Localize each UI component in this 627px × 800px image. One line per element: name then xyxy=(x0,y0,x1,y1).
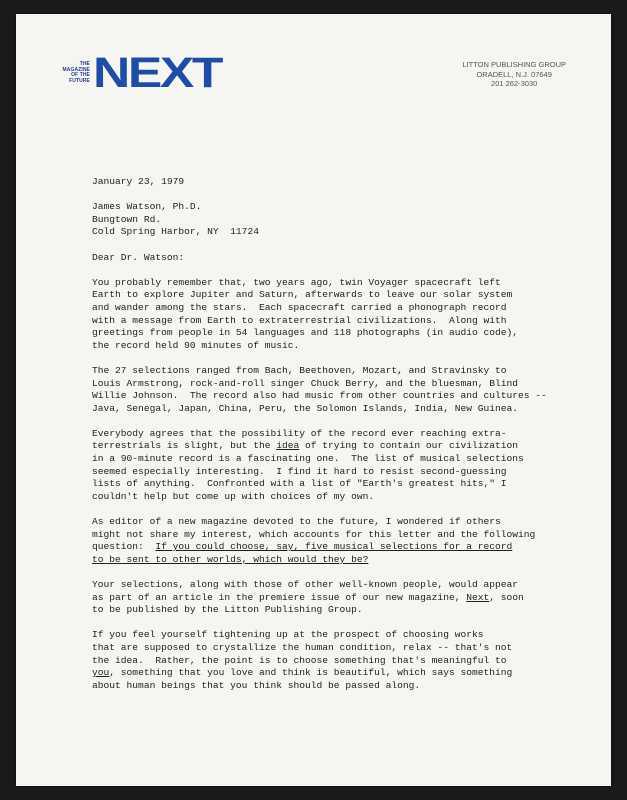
underlined-text: Next xyxy=(466,591,490,603)
paragraph-2: The 27 selections ranged from Bach, Beethoven, Mozart, and Stravinsky to Louis Armstrong, rock-and-roll singer Chuck Berry, and the bluesman, Blind Willie Johnson. The record also had music from other countries and cultures -- Java, Senegal, Japan, China, Peru, the Solomon Islands, India, New Guinea. xyxy=(92,364,547,414)
address-line: ORADELL, N.J. 07649 xyxy=(476,69,552,79)
tagline-line: THE xyxy=(79,61,90,67)
next-logo xyxy=(60,49,222,97)
underlined-text: you xyxy=(92,667,110,679)
paragraph-1: You probably remember that, two years ago, twin Voyager spacecraft left Earth to explore Jupiter and Saturn, afterwards to leave our solar system and wander among the stars. Each spacecraft carried a phonograph record with a message from Earth to extraterrestrial civilizations. Along with greetings from people in 54 languages and 118 photographs (in audio code), the record held 90 minutes of music. xyxy=(92,276,519,351)
publisher-address xyxy=(462,60,566,89)
paragraph-6 xyxy=(92,629,592,692)
address-line: 201 262-3030 xyxy=(491,79,538,88)
tagline-line: OF THE xyxy=(71,72,90,78)
text: Your selections, along with those of other well-known people, would appear as part of an article in the premiere issue of our new magazine, xyxy=(92,579,519,603)
text: If you feel yourself tightening up at the prospect of choosing works that are supposed to crystallize the human condition, relax -- that's not the idea. Rather, the point is to choose something that's meaningful to xyxy=(92,629,513,666)
recipient-line: Cold Spring Harbor, NY 11724 xyxy=(92,226,259,238)
recipient-line: James Watson, Ph.D. xyxy=(92,201,202,213)
address-line: LITTON PUBLISHING GROUP xyxy=(462,60,566,69)
logo-tagline xyxy=(60,62,90,84)
tagline-line: MAGAZINE xyxy=(62,66,90,73)
underlined-question: If you could choose, say, five musical selections for a record to be sent to other worlds, which would they be? xyxy=(92,541,513,565)
letter-date: January 23, 1979 xyxy=(92,176,185,187)
letter-page xyxy=(16,14,611,786)
paragraph-4 xyxy=(92,516,592,566)
text: , soon to be published by the Litton Publishing Group. xyxy=(92,591,524,616)
letter-body xyxy=(92,176,592,705)
text: , something that you love and think is beautiful, which says something about human beings that you think should be passed along. xyxy=(92,667,513,691)
tagline-line: FUTURE xyxy=(69,77,90,84)
logo-wordmark: NEXT xyxy=(93,49,222,97)
paragraph-3 xyxy=(92,428,592,504)
text: As editor of a new magazine devoted to the future, I wondered if others might not share my interest, which accounts for this letter and the following question: xyxy=(92,516,536,553)
text: of trying to contain our civilization in a 90-minute record is a fascinating one. The list of musical selections seemed especially interesting. I find it hard to resist second-guessing lists of anything. Confronted with a list of "Earth's greatest hits," I couldn't help but come up with choices of my own. xyxy=(92,440,524,502)
recipient-address xyxy=(92,201,592,239)
salutation: Dear Dr. Watson: xyxy=(92,251,185,263)
paragraph-5 xyxy=(92,579,592,617)
underlined-text: idea xyxy=(276,440,300,452)
text: Everybody agrees that the possibility of the record ever reaching extra- terrestrials is slight, but the xyxy=(92,427,507,452)
recipient-line: Bungtown Rd. xyxy=(92,213,162,225)
